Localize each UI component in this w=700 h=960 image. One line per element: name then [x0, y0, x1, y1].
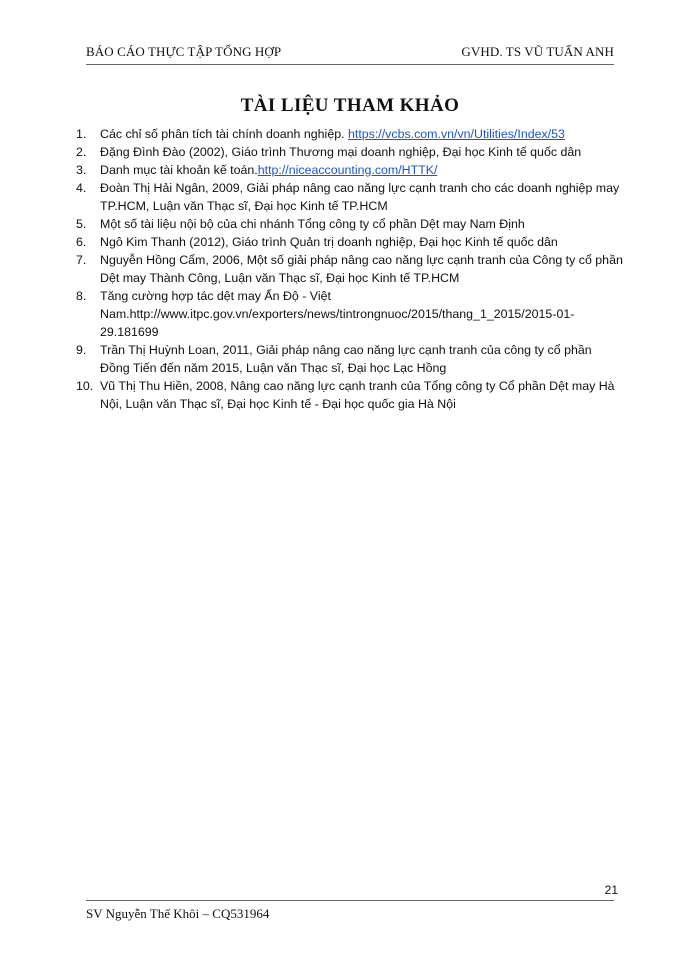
reference-number: 1.: [76, 127, 87, 141]
reference-number: 3.: [76, 163, 87, 177]
reference-item: [76, 341, 624, 377]
reference-number: 4.: [76, 181, 87, 195]
reference-text: [100, 125, 624, 143]
reference-number: 9.: [76, 343, 87, 357]
header-report-title: BÁO CÁO THỰC TẬP TỔNG HỢP: [86, 44, 282, 59]
reference-number: 8.: [76, 289, 87, 303]
page-footer: SV Nguyễn Thế Khôi – CQ531964: [86, 906, 270, 921]
reference-item: [76, 377, 624, 413]
reference-item: [76, 125, 624, 143]
reference-text: [100, 143, 624, 161]
reference-item: [76, 215, 624, 233]
reference-item: [76, 179, 624, 215]
reference-citation: Một số tài liệu nội bộ của chi nhánh Tổng công ty cổ phần Dệt may Nam Định: [100, 217, 525, 231]
reference-item: [76, 161, 624, 179]
reference-item: [76, 287, 624, 341]
reference-citation: Ngô Kim Thanh (2012), Giáo trình Quản trị doanh nghiệp, Đại học Kinh tế quốc dân: [100, 235, 558, 249]
reference-text: [100, 161, 624, 179]
page-number: 21: [604, 883, 618, 897]
reference-text: [100, 251, 624, 287]
reference-text: [100, 179, 624, 215]
reference-link[interactable]: https://vcbs.com.vn/vn/Utilities/Index/53: [347, 127, 565, 141]
reference-citation: Các chỉ số phân tích tài chính doanh nghiệp.: [100, 127, 348, 141]
reference-citation: Đặng Đình Đào (2002), Giáo trình Thương mại doanh nghiệp, Đại học Kinh tế quốc dân: [100, 145, 582, 159]
reference-text: [100, 215, 624, 233]
reference-item: [76, 233, 624, 251]
reference-number: 10.: [76, 379, 94, 393]
reference-number: 7.: [76, 253, 87, 267]
reference-citation: Đoàn Thị Hải Ngân, 2009, Giải pháp nâng cao năng lực cạnh tranh cho các doanh nghiệp may TP.HCM, Luận văn Thạc sĩ, Đại học Kinh tế TP.HCM: [100, 181, 620, 213]
reference-text: [100, 377, 624, 413]
reference-number: 6.: [76, 235, 87, 249]
header-divider: [86, 64, 614, 65]
reference-item: [76, 251, 624, 287]
reference-citation: Vũ Thị Thu Hiền, 2008, Nâng cao năng lực cạnh tranh của Tổng công ty Cổ phần Dệt may Hà Nội, Luận văn Thạc sĩ, Đại học Kinh tế - Đại học quốc gia Hà Nội: [100, 379, 615, 411]
reference-text: [100, 233, 624, 251]
reference-list: [76, 125, 624, 413]
page-title: TÀI LIỆU THAM KHẢO: [240, 95, 460, 116]
reference-citation: Danh mục tài khoản kế toán.: [100, 163, 258, 177]
reference-item: [76, 143, 624, 161]
reference-number: 5.: [76, 217, 87, 231]
reference-citation: Nguyễn Hồng Cẩm, 2006, Một số giải pháp nâng cao năng lực cạnh tranh của Công ty cổ phần Dệt may Thành Công, Luận văn Thạc sĩ, Đại học Kinh tế TP.HCM: [100, 253, 623, 285]
reference-text: [100, 341, 624, 377]
footer-divider: [86, 900, 614, 901]
reference-number: 2.: [76, 145, 87, 159]
reference-citation: Trần Thị Huỳnh Loan, 2011, Giải pháp nâng cao năng lực cạnh tranh của công ty cổ phần Đồng Tiến đến năm 2015, Luận văn Thạc sĩ, Đại học Lạc Hồng: [100, 343, 592, 375]
page-header: [86, 44, 614, 64]
reference-text: [100, 287, 624, 341]
header-supervisor: GVHD. TS VŨ TUẤN ANH: [461, 44, 614, 59]
reference-citation: Tăng cường hợp tác dệt may Ấn Độ - Việt Nam.http://www.itpc.gov.vn/exporters/news/tintrongnuoc/2015/thang_1_2015/2015-01-29.181699: [100, 289, 575, 339]
reference-link[interactable]: http://niceaccounting.com/HTTK/: [257, 163, 438, 177]
